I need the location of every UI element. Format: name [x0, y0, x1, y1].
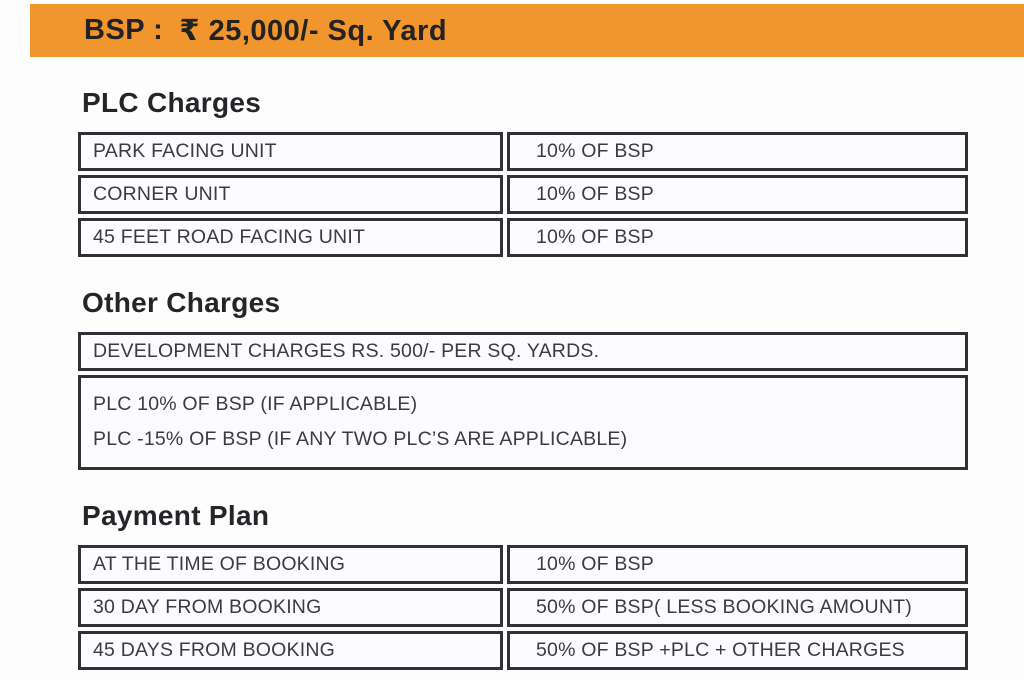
table-cell-value: 10% OF BSP [507, 175, 968, 214]
table-cell-value: 10% OF BSP [507, 545, 968, 584]
table-cell-value: 50% OF BSP +PLC + OTHER CHARGES [507, 631, 968, 670]
table-cell-label: AT THE TIME OF BOOKING [78, 545, 503, 584]
table-cell-label: 45 DAYS FROM BOOKING [78, 631, 503, 670]
bsp-label: BSP : [84, 14, 164, 46]
other-charges-table [78, 332, 968, 469]
section-title-plc-charges: PLC Charges [82, 87, 262, 118]
table-cell-label: 45 FEET ROAD FACING UNIT [78, 218, 503, 257]
section-title-payment-plan: Payment Plan [82, 499, 270, 531]
plc-charges-table [78, 132, 968, 257]
table-cell-label: PARK FACING UNIT [78, 132, 503, 171]
payment-plan-table [78, 545, 968, 670]
document-content [78, 87, 968, 670]
table-cell-label: CORNER UNIT [78, 175, 503, 214]
section-title-other-charges: Other Charges [82, 287, 281, 319]
table-cell-line: PLC 10% OF BSP (IF APPLICABLE) [93, 393, 418, 416]
price-list-page [0, 4, 1024, 670]
bsp-header-bar [30, 4, 1024, 57]
table-cell-value: 50% OF BSP( LESS BOOKING AMOUNT) [507, 588, 968, 627]
bsp-value: ₹ 25,000/- Sq. Yard [179, 15, 448, 47]
table-cell-value: 10% OF BSP [507, 132, 968, 171]
table-cell-line: PLC -15% OF BSP (IF ANY TWO PLC’S ARE APPLICABLE) [93, 428, 628, 451]
table-cell-value: 10% OF BSP [507, 218, 968, 257]
table-cell-label: DEVELOPMENT CHARGES RS. 500/- PER SQ. YARDS. [78, 332, 968, 371]
table-cell-label: 30 DAY FROM BOOKING [78, 588, 503, 627]
table-cell-multiline [78, 375, 968, 469]
